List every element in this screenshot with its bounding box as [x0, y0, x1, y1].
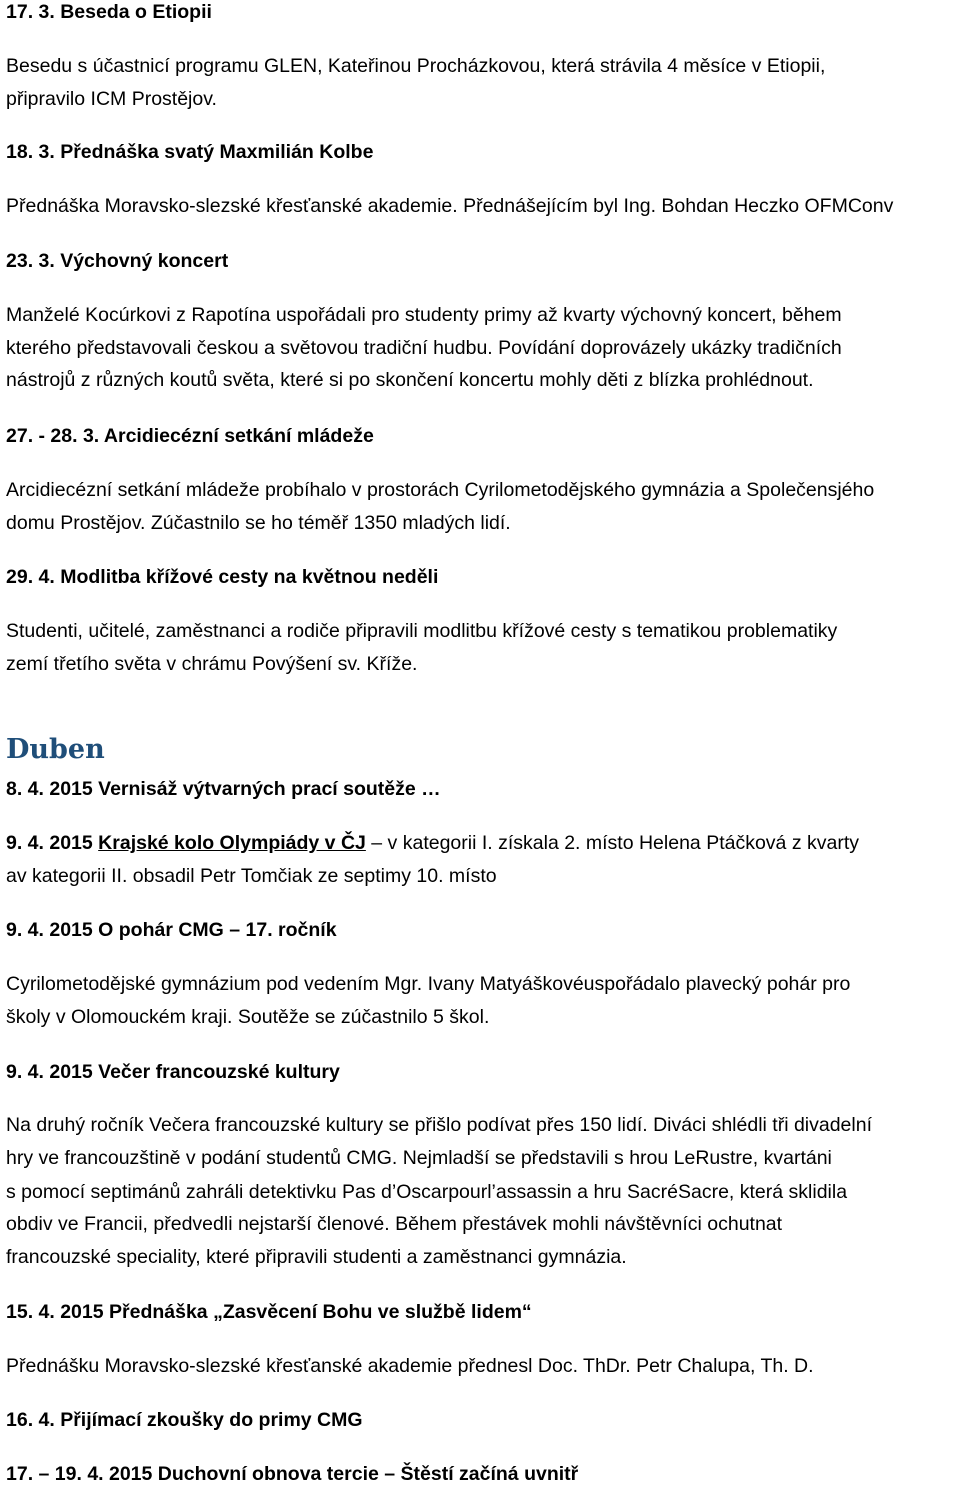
event-heading: 16. 4. Přijímací zkoušky do primy CMG [6, 1409, 363, 1431]
event-text: obdiv ve Francii, předvedli nejstarší členové. Během přestávek mohli návštěvníci ochutnat [6, 1213, 783, 1235]
event-heading: 29. 4. Modlitba křížové cesty na květnou neděli [6, 566, 439, 588]
event-heading: 23. 3. Výchovný koncert [6, 250, 229, 272]
event-text: domu Prostějov. Zúčastnilo se ho téměř 1350 mladých lidí. [6, 512, 511, 534]
event-text: Arcidiecézní setkání mládeže probíhalo v prostorách Cyrilometodějského gymnázia a Společensjého [6, 479, 875, 501]
event-text: hry ve francouzštině v podání studentů CMG. Nejmladší se představili s hrou LeRustre, kvartáni [6, 1147, 832, 1169]
event-text: kterého představovali českou a světovou tradiční hudbu. Povídání doprovázely ukázky tradičních [6, 337, 842, 359]
event-heading: 8. 4. 2015 Vernisáž výtvarných prací soutěže … [6, 778, 441, 800]
event-text: – v kategorii I. získala 2. místo Helena Ptáčková z kvarty [365, 832, 859, 854]
event-heading: 17. 3. Beseda o Etiopii [6, 1, 212, 23]
event-text: připravilo ICM Prostějov. [6, 88, 217, 110]
event-heading: 15. 4. 2015 Přednáška „Zasvěcení Bohu ve službě lidem“ [6, 1301, 532, 1323]
event-text: nástrojů z různých koutů světa, které si po skončení koncertu mohly děti z blízka prohlédnout. [6, 369, 814, 391]
event-heading: 18. 3. Přednáška svatý Maxmilián Kolbe [6, 141, 374, 163]
event-heading: 9. 4. 2015 Večer francouzské kultury [6, 1061, 340, 1083]
event-text: francouzské speciality, které připravili studenti a zaměstnanci gymnázia. [6, 1246, 627, 1268]
event-text: školy v Olomouckém kraji. Soutěže se zúčastnilo 5 škol. [6, 1006, 490, 1028]
event-text: zemí třetího světa v chrámu Povýšení sv. Kříže. [6, 653, 418, 675]
event-text: Studenti, učitelé, zaměstnanci a rodiče připravili modlitbu křížové cesty s tematikou problematiky [6, 620, 838, 642]
event-title: Krajské kolo Olympiády v ČJ [98, 832, 366, 854]
event-heading-olympiada [6, 831, 859, 855]
event-text: Besedu s účastnicí programu GLEN, Kateřinou Procházkovou, která strávila 4 měsíce v Etiopii, [6, 55, 826, 77]
event-text: Cyrilometodějské gymnázium pod vedením Mgr. Ivany Matyáškovéuspořádalo plavecký pohár pro [6, 973, 851, 995]
event-heading: 27. - 28. 3. Arcidiecézní setkání mládeže [6, 425, 374, 447]
event-text: av kategorii II. obsadil Petr Tomčiak ze septimy 10. místo [6, 865, 497, 887]
month-heading: Duben [6, 734, 105, 765]
event-date: 9. 4. 2015 [6, 832, 99, 854]
event-heading: 17. – 19. 4. 2015 Duchovní obnova tercie – Štěstí začíná uvnitř [6, 1463, 579, 1485]
event-heading: 9. 4. 2015 O pohár CMG – 17. ročník [6, 919, 337, 941]
event-text: s pomocí septimánů zahráli detektivku Pas d’Oscarpourl’assassin a hru SacréSacre, která sklidila [6, 1181, 848, 1203]
event-text: Manželé Kocúrkovi z Rapotína uspořádali pro studenty primy až kvarty výchovný koncert, během [6, 304, 842, 326]
event-text: Na druhý ročník Večera francouzské kultury se přišlo podívat přes 150 lidí. Diváci shlédli tři divadelní [6, 1114, 872, 1136]
event-text: Přednášku Moravsko-slezské křesťanské akademie přednesl Doc. ThDr. Petr Chalupa, Th. D. [6, 1355, 814, 1377]
event-text: Přednáška Moravsko-slezské křesťanské akademie. Přednášejícím byl Ing. Bohdan Heczko OFMConv [6, 195, 894, 217]
